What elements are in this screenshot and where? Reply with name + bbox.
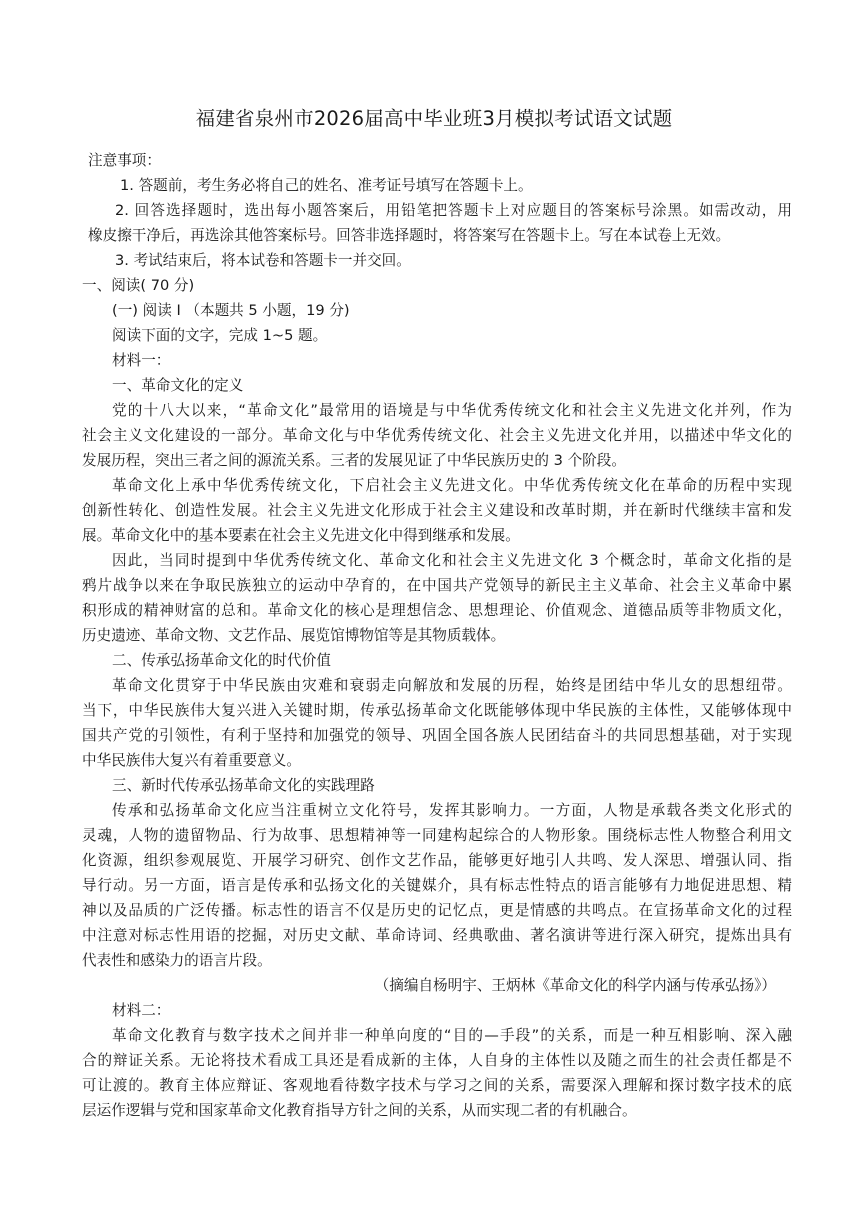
material-1-heading-2: 二、传承弘扬革命文化的时代价值 bbox=[112, 652, 331, 669]
notice-item-3: 3. 考试结束后，将本试卷和答题卡一并交回。 bbox=[115, 252, 411, 269]
paragraph-line: 展。革命文化中的基本要素在社会主义先进文化中得到继承和发展。 bbox=[82, 527, 520, 544]
paragraph-line: 中华民族伟大复兴有着重要意义。 bbox=[82, 752, 301, 769]
paragraph-line: 中注意对标志性用语的挖掘，对历史文献、革命诗词、经典歌曲、著名演讲等进行深入研究，提炼出具有 bbox=[82, 927, 792, 944]
paragraph-line: 化资源，组织参观展览、开展学习研究、创作文艺作品，能够更好地引人共鸣、发人深思、增强认同、指 bbox=[82, 852, 792, 869]
paragraph-line: 积形成的精神财富的总和。革命文化的核心是理想信念、思想理论、价值观念、道德品质等非物质文化， bbox=[82, 602, 792, 619]
reading-instruction: 阅读下面的文字，完成 1~5 题。 bbox=[112, 327, 328, 344]
paragraph-line: 革命文化上承中华优秀传统文化，下启社会主义先进文化。中华优秀传统文化在革命的历程中实现 bbox=[112, 477, 792, 494]
paragraph-line: 因此，当同时提到中华优秀传统文化、革命文化和社会主义先进文化 3 个概念时，革命文化指的是 bbox=[112, 552, 792, 569]
paragraph-line: 传承和弘扬革命文化应当注重树立文化符号，发挥其影响力。一方面，人物是承载各类文化形式的 bbox=[112, 802, 792, 819]
paragraph-line: 灵魂，人物的遗留物品、行为故事、思想精神等一同建构起综合的人物形象。围绕标志性人物整合利用文 bbox=[82, 827, 792, 844]
paragraph-line: 合的辩证关系。无论将技术看成工具还是看成新的主体，人自身的主体性以及随之而生的社会责任都是不 bbox=[82, 1052, 792, 1069]
paragraph-line: 革命文化贯穿于中华民族由灾难和衰弱走向解放和发展的历程，始终是团结中华儿女的思想纽带。 bbox=[112, 677, 792, 694]
paragraph-line: 神以及品质的广泛传播。标志性的语言不仅是历史的记忆点，更是情感的共鸣点。在宣扬革命文化的过程 bbox=[82, 902, 792, 919]
notice-item-2-line-1: 2. 回答选择题时，选出每小题答案后，用铅笔把答题卡上对应题目的答案标号涂黑。如需改动，用 bbox=[115, 202, 792, 219]
material-1-label: 材料一： bbox=[112, 352, 171, 369]
material-2-label: 材料二： bbox=[112, 1002, 171, 1019]
paragraph-line: 创新性转化、创造性发展。社会主义先进文化形成于社会主义建设和改革时期，并在新时代继续丰富和发 bbox=[82, 502, 792, 519]
paragraph-line: 可让渡的。教育主体应辩证、客观地看待数字技术与学习之间的关系，需要深入理解和探讨数字技术的底 bbox=[82, 1077, 792, 1094]
notice-item-1: 1. 答题前，考生务必将自己的姓名、准考证号填写在答题卡上。 bbox=[120, 177, 533, 194]
paragraph-line: 代表性和感染力的语言片段。 bbox=[82, 952, 272, 969]
reading-1-heading: (一) 阅读 I （本题共 5 小题，19 分) bbox=[112, 302, 350, 319]
document-title: 福建省泉州市2026届高中毕业班3月模拟考试语文试题 bbox=[195, 107, 673, 130]
paragraph-line: 导行动。另一方面，语言是传承和弘扬文化的关键媒介，具有标志性特点的语言能够有力地促进思想、精 bbox=[82, 877, 792, 894]
paragraph-line: 当下，中华民族伟大复兴进入关键时期，传承弘扬革命文化既能够体现中华民族的主体性，又能够体现中 bbox=[82, 702, 792, 719]
paragraph-line: 社会主义文化建设的一部分。革命文化与中华优秀传统文化、社会主义先进文化并用，以描述中华文化的 bbox=[82, 427, 792, 444]
paragraph-line: 党的十八大以来，“革命文化”最常用的语境是与中华优秀传统文化和社会主义先进文化并列，作为 bbox=[112, 402, 792, 419]
paragraph-line: 鸦片战争以来在争取民族独立的运动中孕育的，在中国共产党领导的新民主主义革命、社会主义革命中累 bbox=[82, 577, 792, 594]
material-1-heading-1: 一、革命文化的定义 bbox=[112, 377, 244, 394]
paragraph-line: 层运作逻辑与党和国家革命文化教育指导方针之间的关系，从而实现二者的有机融合。 bbox=[82, 1102, 637, 1119]
section-1-heading: 一、阅读( 70 分) bbox=[82, 277, 195, 294]
notice-item-2-line-2: 橡皮擦干净后，再选涂其他答案标号。回答非选择题时，将答案写在答题卡上。写在本试卷上无效。 bbox=[88, 227, 731, 244]
notice-heading: 注意事项： bbox=[88, 152, 161, 169]
paragraph-line: 发展历程，突出三者之间的源流关系。三者的发展见证了中华民族历史的 3 个阶段。 bbox=[82, 452, 626, 469]
paragraph-line: 革命文化教育与数字技术之间并非一种单向度的“目的—手段”的关系，而是一种互相影响、深入融 bbox=[112, 1027, 792, 1044]
material-1-source: （摘编自杨明宇、王炳林《革命文化的科学内涵与传承弘扬》） bbox=[374, 977, 776, 994]
material-1-heading-3: 三、新时代传承弘扬革命文化的实践理路 bbox=[112, 777, 375, 794]
paragraph-line: 历史遗迹、革命文物、文艺作品、展览馆博物馆等是其物质载体。 bbox=[82, 627, 506, 644]
paragraph-line: 国共产党的引领性，有利于坚持和加强党的领导、巩固全国各族人民团结奋斗的共同思想基础，对于实现 bbox=[82, 727, 792, 744]
